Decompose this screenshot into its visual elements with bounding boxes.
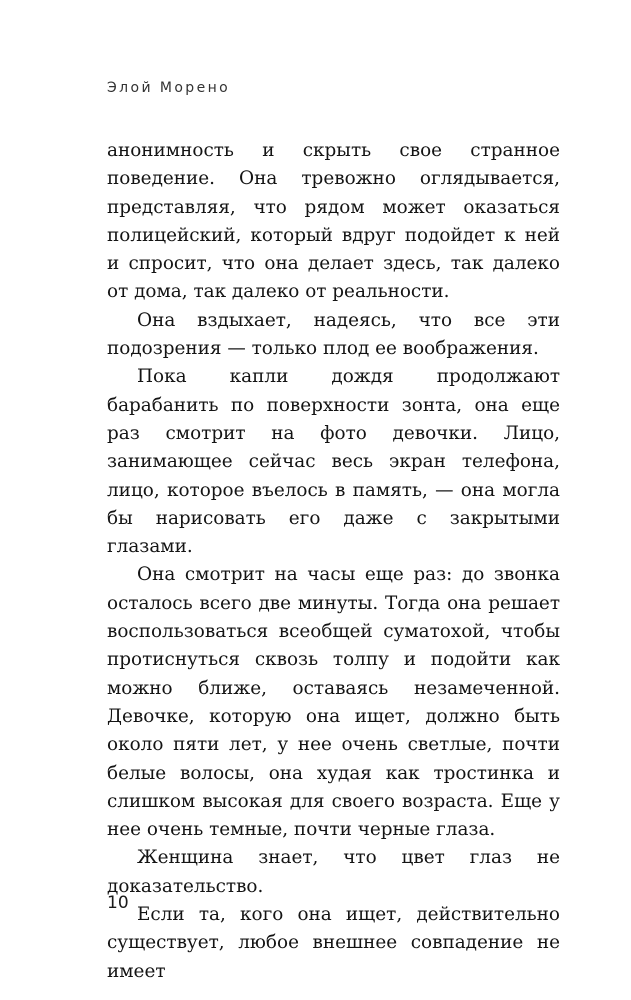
running-head-author: Элой Морено — [107, 80, 231, 96]
paragraph-5: Женщина знает, что цвет глаз не доказательство. — [107, 847, 560, 897]
paragraph-1: анонимность и скрыть свое странное поведение. Она тревожно оглядывается, представляя, что рядом может оказаться полицейский, который вдруг подойдет к ней и спросит, что она делает здесь, так далеко от дома, так далеко от реальности. — [107, 140, 560, 303]
page-number: 10 — [107, 893, 129, 913]
paragraph-2: Она вздыхает, надеясь, что все эти подозрения — только плод ее воображения. — [107, 309, 560, 360]
paragraph-3: Пока капли дождя продолжают барабанить по поверхности зонта, она еще раз смотрит на фото девочки. Лицо, занимающее сейчас весь экран телефона, лицо, которое въелось в память, — она могла бы нарисовать его даже с закрытыми глазами. — [107, 366, 560, 558]
paragraph-4: Она смотрит на часы еще раз: до звонка осталось всего две минуты. Тогда она решает воспользоваться всеобщей суматохой, чтобы протиснуться сквозь толпу и подойти как можно ближе, оставаясь незамеченной. Девочке, которую она ищет, должно быть около пяти лет, у нее очень светлые, почти белые волосы, она худая как тростинка и слишком высокая для своего возраста. Еще у нее очень темные, почти черные глаза. — [107, 564, 560, 841]
paragraph-6: Если та, кого она ищет, действительно существует, любое внешнее совпадение не имеет — [107, 904, 560, 982]
body-text — [107, 137, 560, 986]
